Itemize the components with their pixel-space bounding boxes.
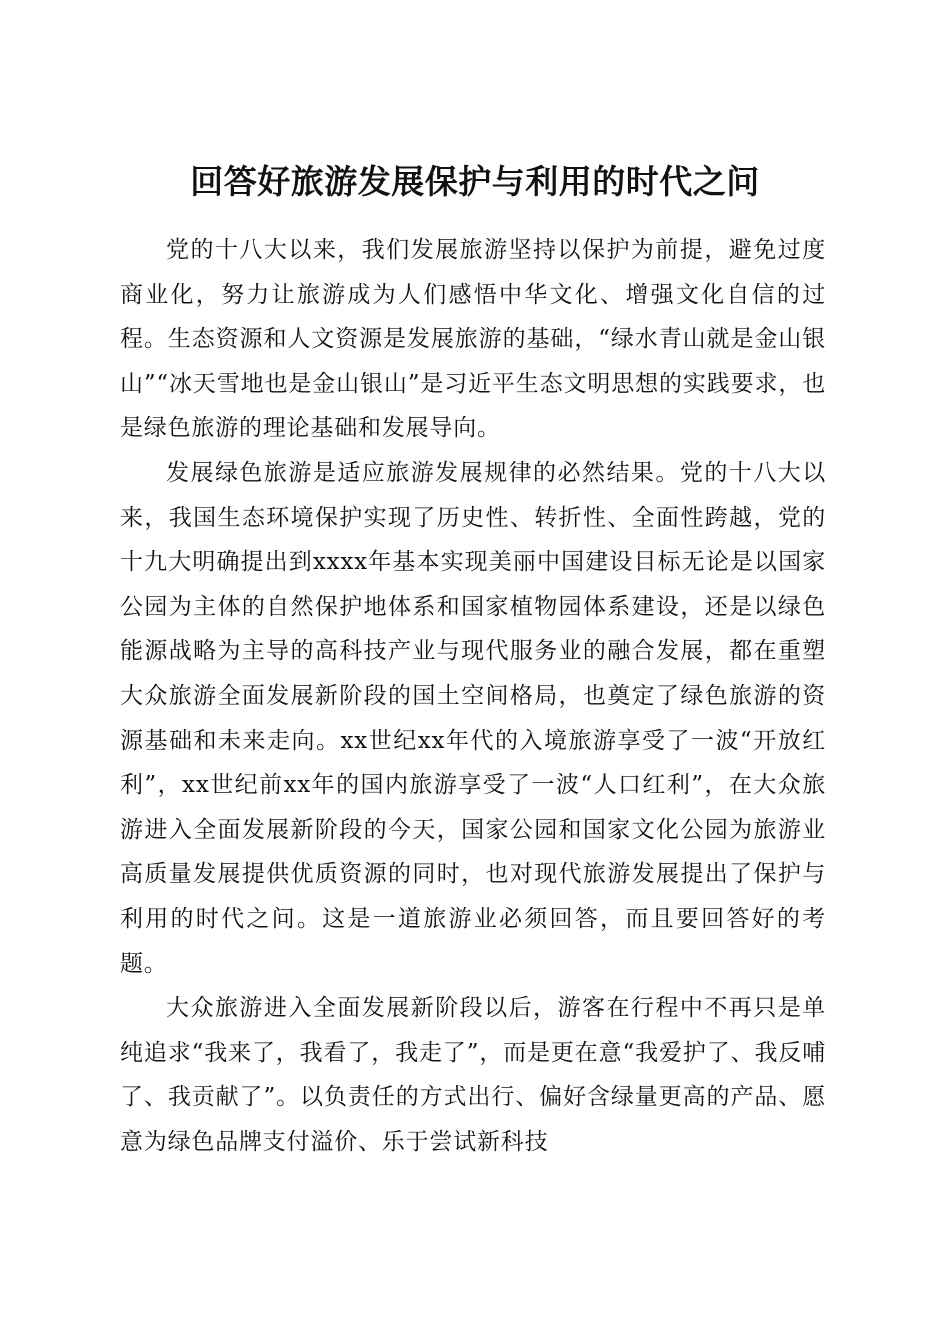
- document-body: [120, 228, 826, 1164]
- paragraph: 党的十八大以来，我们发展旅游坚持以保护为前提，避免过度商业化，努力让旅游成为人们感悟中华文化、增强文化自信的过程。生态资源和人文资源是发展旅游的基础，“绿水青山就是金山银山”“冰天雪地也是金山银山”是习近平生态文明思想的实践要求，也是绿色旅游的理论基础和发展导向。: [120, 237, 826, 442]
- document-title: 回答好旅游发展保护与利用的时代之问: [190, 162, 760, 202]
- paragraph: 发展绿色旅游是适应旅游发展规律的必然结果。党的十八大以来，我国生态环境保护实现了历史性、转折性、全面性跨越，党的十九大明确提出到xxxx年基本实现美丽中国建设目标无论是以国家公园为主体的自然保护地体系和国家植物园体系建设，还是以绿色能源战略为主导的高科技产业与现代服务业的融合发展，都在重塑大众旅游全面发展新阶段的国土空间格局，也奠定了绿色旅游的资源基础和未来走向。xx世纪xx年代的入境旅游享受了一波“开放红利”，xx世纪前xx年的国内旅游享受了一波“人口红利”，在大众旅游进入全面发展新阶段的今天，国家公园和国家文化公园为旅游业高质量发展提供优质资源的同时，也对现代旅游发展提出了保护与利用的时代之问。这是一道旅游业必须回答，而且要回答好的考题。: [120, 459, 826, 977]
- paragraph: 大众旅游进入全面发展新阶段以后，游客在行程中不再只是单纯追求“我来了，我看了，我走了”，而是更在意“我爱护了、我反哺了、我贡献了”。以负责任的方式出行、偏好含绿量更高的产品、愿意为绿色品牌支付溢价、乐于尝试新科技: [120, 995, 826, 1155]
